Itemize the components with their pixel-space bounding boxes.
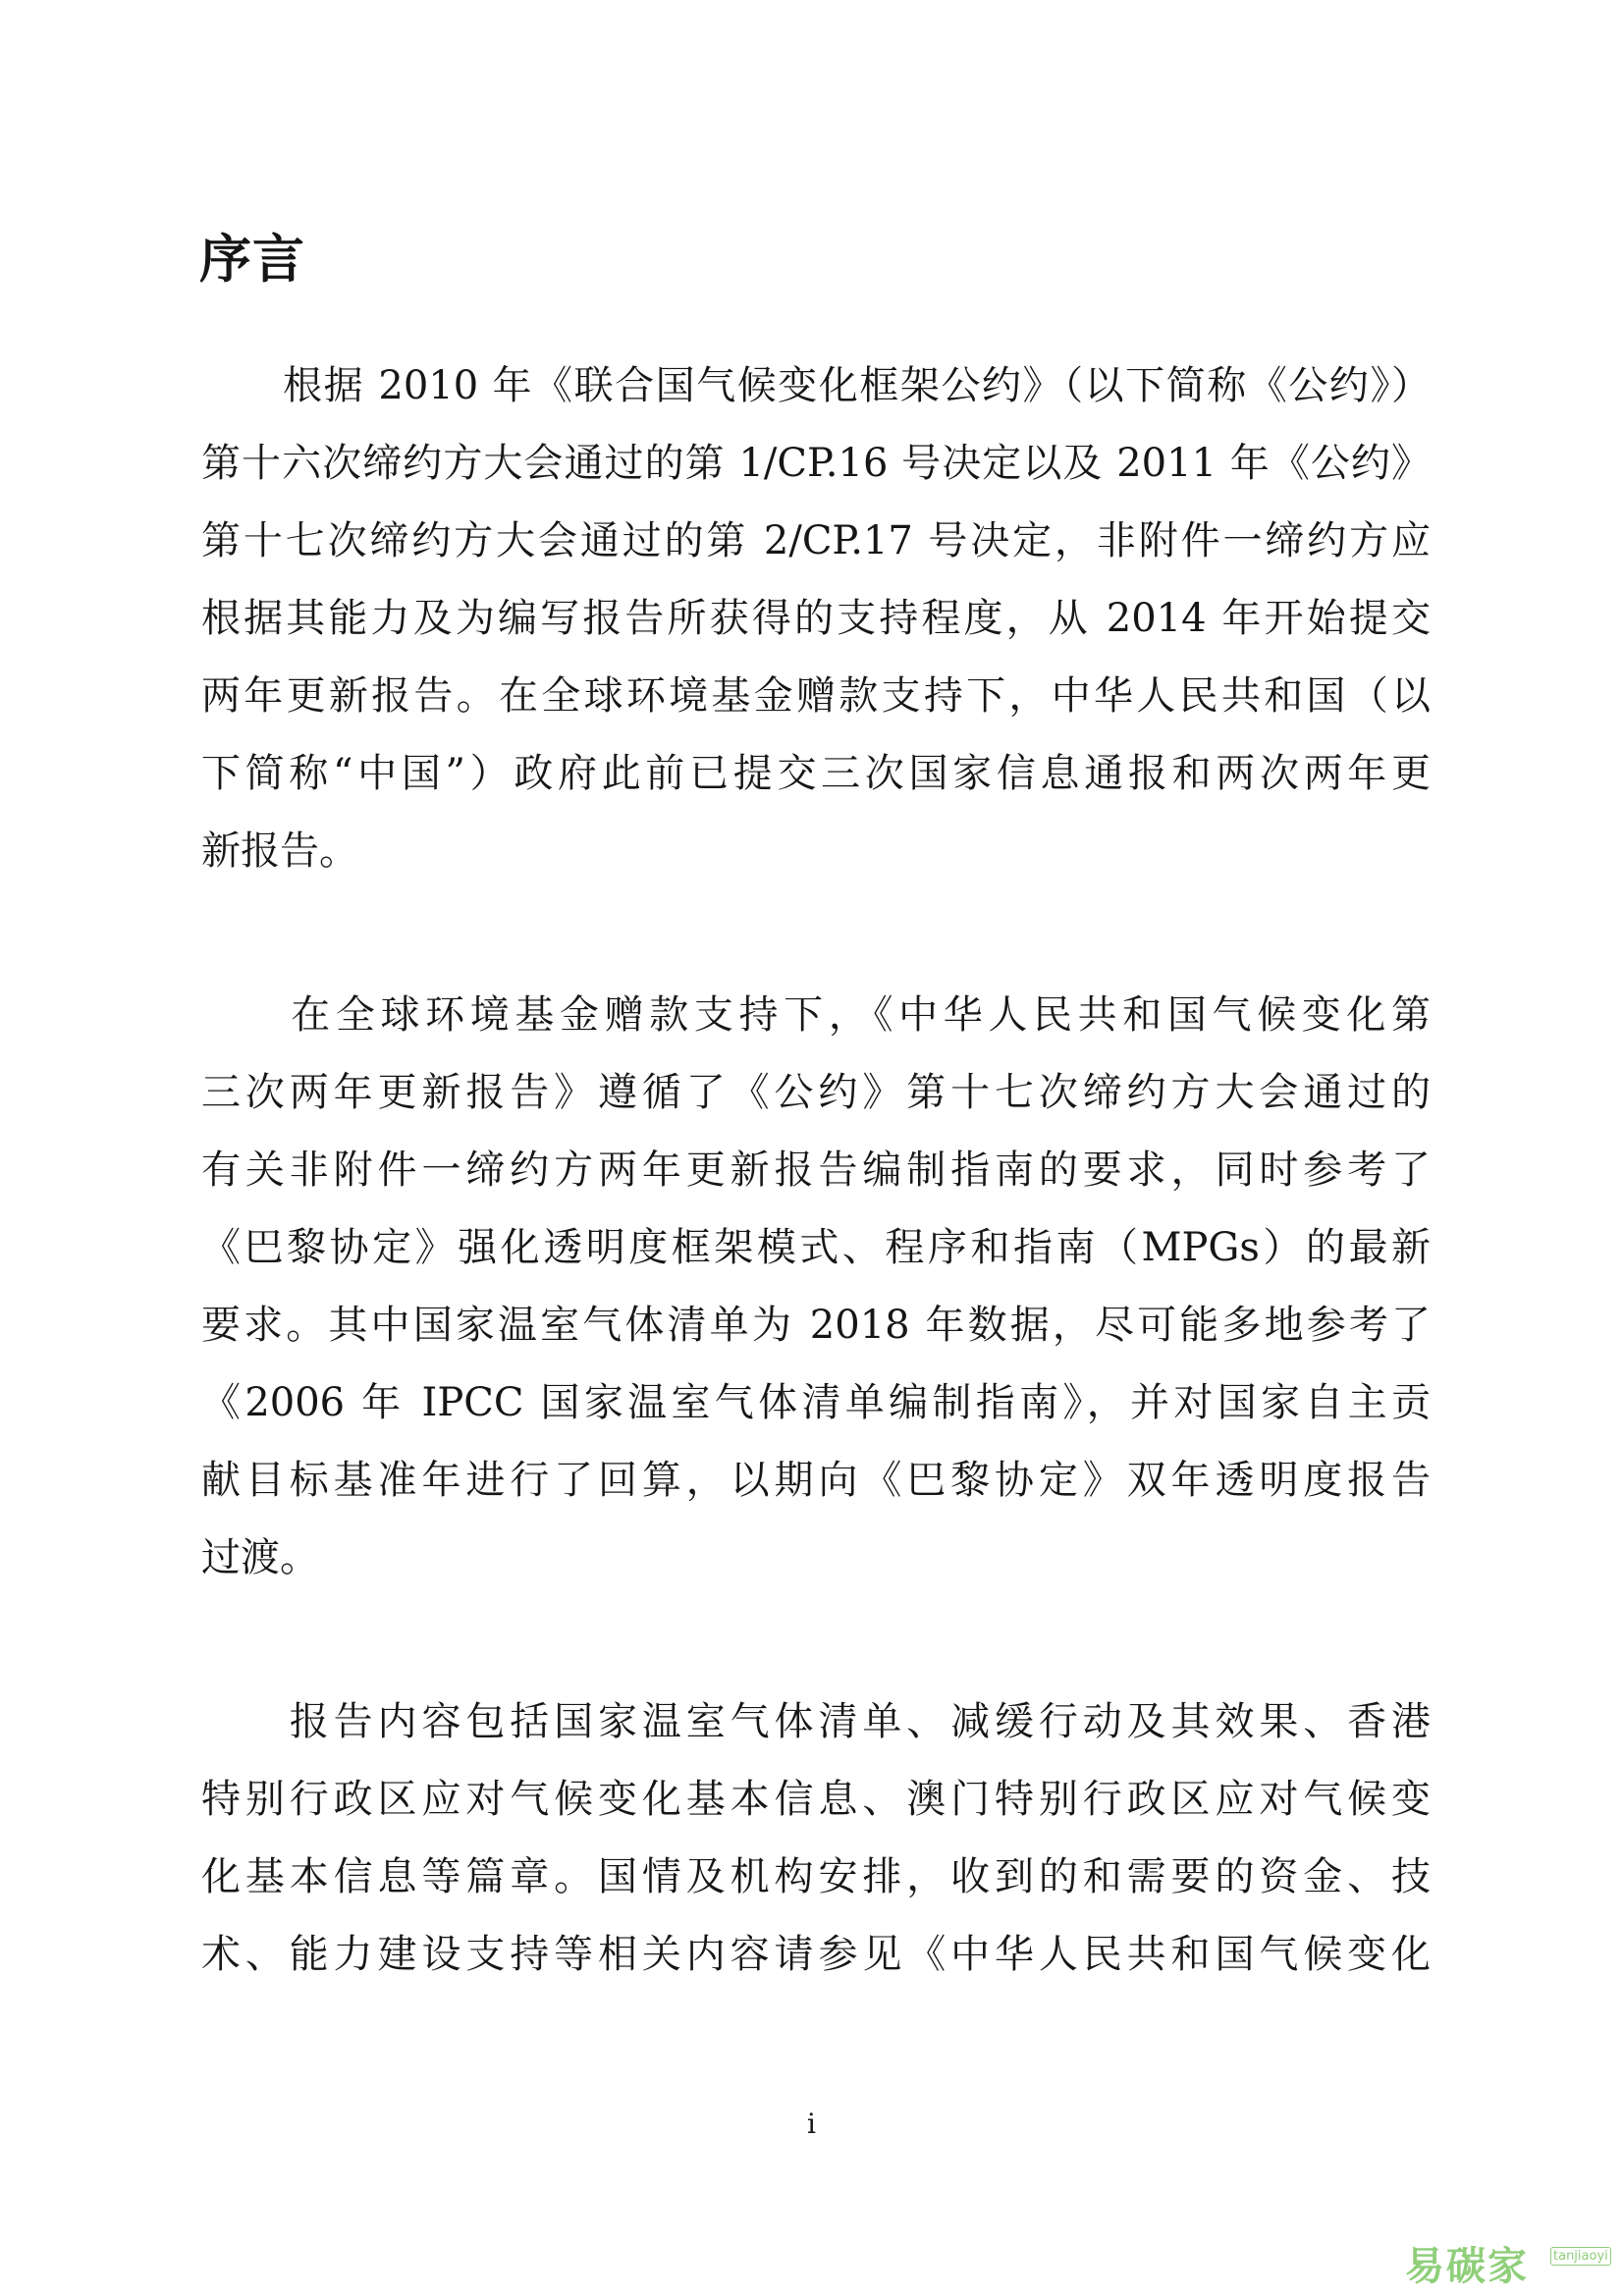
page-title: 序言 xyxy=(199,230,305,290)
paragraph-3-line-3: 化基本信息等篇章。国情及机构安排，收到的和需要的资金、技 xyxy=(201,1854,1431,1899)
paragraph-2-line-6: 《2006 年 IPCC 国家温室气体清单编制指南》，并对国家自主贡 xyxy=(201,1380,1431,1425)
paragraph-3-line-1: 报告内容包括国家温室气体清单、减缓行动及其效果、香港 xyxy=(201,1699,1431,1744)
paragraph-2-line-8: 过渡。 xyxy=(201,1535,319,1580)
paragraph-3-line-2: 特别行政区应对气候变化基本信息、澳门特别行政区应对气候变 xyxy=(201,1777,1431,1822)
paragraph-1-line-4: 根据其能力及为编写报告所获得的支持程度，从 2014 年开始提交 xyxy=(201,596,1431,641)
paragraph-1-line-1: 根据 2010 年《联合国气候变化框架公约》（以下简称《公约》） xyxy=(201,363,1431,408)
watermark-domain: tanjiaoyi xyxy=(1550,2247,1611,2266)
watermark-text: 易碳家 xyxy=(1405,2244,1529,2289)
paragraph-2-line-1: 在全球环境基金赠款支持下，《中华人民共和国气候变化第 xyxy=(201,992,1431,1038)
paragraph-1-line-5: 两年更新报告。在全球环境基金赠款支持下，中华人民共和国（以 xyxy=(201,673,1431,719)
paragraph-1-line-3: 第十七次缔约方大会通过的第 2/CP.17 号决定，非附件一缔约方应 xyxy=(201,518,1431,563)
paragraph-1-line-7: 新报告。 xyxy=(201,828,358,874)
paragraph-2-line-4: 《巴黎协定》强化透明度框架模式、程序和指南（MPGs）的最新 xyxy=(201,1225,1431,1270)
page-number: i xyxy=(807,2108,816,2140)
paragraph-2-line-7: 献目标基准年进行了回算，以期向《巴黎协定》双年透明度报告 xyxy=(201,1458,1431,1503)
paragraph-1-line-2: 第十六次缔约方大会通过的第 1/CP.16 号决定以及 2011 年《公约》 xyxy=(201,441,1431,486)
paragraph-1-line-6: 下简称“中国”）政府此前已提交三次国家信息通报和两次两年更 xyxy=(201,751,1431,796)
paragraph-2-line-3: 有关非附件一缔约方两年更新报告编制指南的要求，同时参考了 xyxy=(201,1148,1431,1193)
paragraph-3-line-4: 术、能力建设支持等相关内容请参见《中华人民共和国气候变化 xyxy=(201,1932,1431,1977)
paragraph-2-line-2: 三次两年更新报告》遵循了《公约》第十七次缔约方大会通过的 xyxy=(201,1070,1431,1115)
paragraph-2-line-5: 要求。其中国家温室气体清单为 2018 年数据，尽可能多地参考了 xyxy=(201,1303,1431,1348)
watermark-logo xyxy=(1405,2229,1611,2288)
